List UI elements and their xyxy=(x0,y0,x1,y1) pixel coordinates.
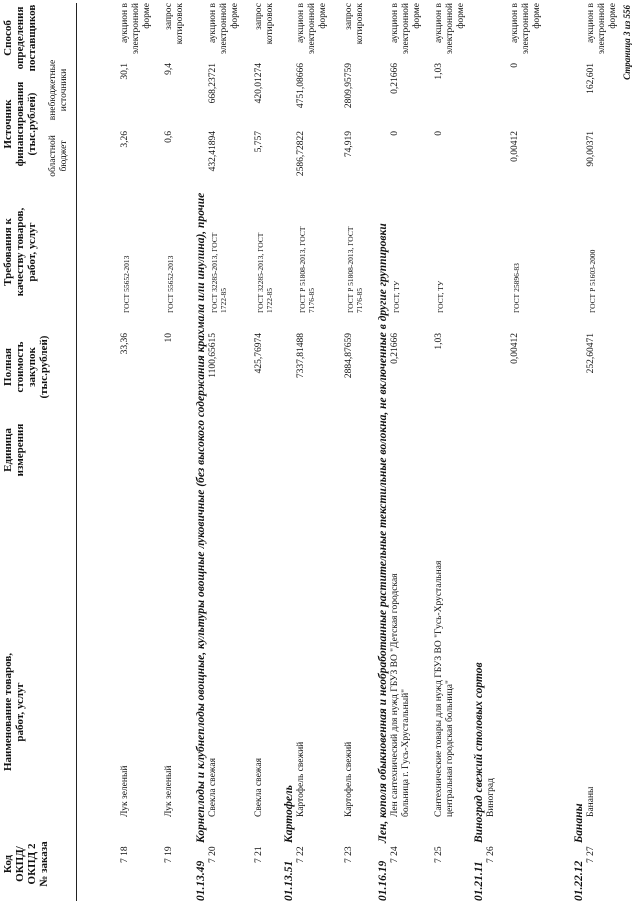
row-name: Картофель свежий xyxy=(344,741,354,817)
group-title: Лен, кополя обыкновенная и необработанные растительные текстильные волокна, не включенные в другие группировки xyxy=(377,223,389,843)
row-cost: 252,60471 xyxy=(586,333,596,374)
row-name: Лен сантехнический для нужд ГБУЗ ВО "Детская городская больница г. Гусь-Хрустальный" xyxy=(390,573,411,817)
header-code: Код ОКПД/ ОКПД 2 № заказа xyxy=(2,841,50,887)
row-name: Бананы xyxy=(586,786,596,817)
group-code: 01.16.19 xyxy=(377,860,389,901)
row-requirements: ГОСТ 55652-2013 xyxy=(166,255,175,313)
row-number: 7 22 xyxy=(296,846,306,863)
row-requirements: ГОСТ 25896-83 xyxy=(512,263,521,313)
header-financing: Источник финансирования (тыс.рублей) xyxy=(2,81,38,167)
row-fin-extra: 2809,95759 xyxy=(344,63,354,109)
row-number: 7 27 xyxy=(586,846,596,863)
row-number: 7 26 xyxy=(486,846,496,863)
row-number: 7 24 xyxy=(390,846,400,863)
row-fin-regional: 0 xyxy=(390,131,400,136)
row-name: Лук зеленый xyxy=(164,765,174,817)
row-method: аукцион в электронной форме xyxy=(586,3,618,55)
header-fin-extra: внебюджетные источники xyxy=(48,59,69,121)
row-fin-regional: 432,41894 xyxy=(208,131,218,172)
row-cost: 0,00412 xyxy=(510,333,520,364)
row-name: Картофель свежий xyxy=(296,741,306,817)
row-fin-regional: 0,6 xyxy=(164,131,174,143)
row-fin-regional: 3,26 xyxy=(120,131,130,148)
group-title: Корнеплоды и клубнеплоды овощные, культуры овощные луковичные (без высокого содержания крахмала или инулина), прочие xyxy=(195,192,207,843)
row-method: аукцион в электронной форме xyxy=(296,3,328,55)
header-method: Способ определения поставщиков xyxy=(2,4,38,72)
row-method: аукцион в электронной форме xyxy=(390,3,422,55)
group-title: Бананы xyxy=(573,803,585,843)
row-requirements: ГОСТ Р 51603-2000 xyxy=(588,249,597,313)
row-name: Виноград xyxy=(486,778,496,817)
row-fin-regional: 0 xyxy=(434,131,444,136)
row-method: аукцион в электронной форме xyxy=(208,3,240,55)
header-unit: Единица измерения xyxy=(2,423,26,477)
row-method: аукцион в электронной форме xyxy=(510,3,542,55)
row-requirements: ГОСТ, ТУ xyxy=(392,280,401,313)
row-fin-regional: 0,00412 xyxy=(510,131,520,162)
row-number: 7 21 xyxy=(254,846,264,863)
row-cost: 7337,81488 xyxy=(296,333,306,379)
row-method: аукцион в электронной форме xyxy=(120,3,152,55)
header-name: Наименование товаров, работ, услуг xyxy=(2,652,26,772)
row-number: 7 25 xyxy=(434,846,444,863)
row-fin-extra: 1,03 xyxy=(434,63,444,80)
row-number: 7 19 xyxy=(164,846,174,863)
row-method: запрос котировок xyxy=(164,3,185,45)
header-fin-regional: областной бюджет xyxy=(48,135,69,177)
group-code: 01.13.49 xyxy=(195,860,207,901)
row-fin-regional: 90,00371 xyxy=(586,131,596,167)
header-requirements: Требования к качеству товаров, работ, услуг xyxy=(2,207,38,297)
row-name: Свекла свежая xyxy=(208,758,218,817)
row-name: Свекла свежая xyxy=(254,758,264,817)
row-cost: 2884,87659 xyxy=(344,333,354,379)
group-code: 01.13.51 xyxy=(283,860,295,901)
row-name: Лук зеленый xyxy=(120,765,130,817)
row-name: Сантехнические товары для нужд ГБУЗ ВО "Гусь-Хрустальная центральная городская больница" xyxy=(434,560,455,817)
row-requirements: ГОСТ 55652-2013 xyxy=(122,255,131,313)
header-cost: Полная стоимость закупок (тыс.рублей) xyxy=(2,335,50,399)
row-cost: 33,36 xyxy=(120,333,130,355)
page-number: Страница 3 из 556 xyxy=(622,5,632,80)
row-fin-extra: 420,01274 xyxy=(254,63,264,104)
row-cost: 425,76974 xyxy=(254,333,264,374)
row-fin-extra: 0 xyxy=(510,63,520,68)
row-cost: 10 xyxy=(164,333,174,343)
row-fin-extra: 162,601 xyxy=(586,63,596,94)
row-method: аукцион в электронной форме xyxy=(434,3,466,55)
row-fin-extra: 30,1 xyxy=(120,63,130,80)
row-requirements: ГОСТ, ТУ xyxy=(436,280,445,313)
row-number: 7 20 xyxy=(208,846,218,863)
group-code: 01.21.11 xyxy=(473,861,485,901)
row-requirements: ГОСТ Р 51808-2013, ГОСТ 7176-85 xyxy=(346,226,364,313)
row-cost: 0,21666 xyxy=(390,333,400,364)
row-requirements: ГОСТ 32285-2013, ГОСТ 1722-85 xyxy=(256,232,274,313)
row-fin-regional: 74,919 xyxy=(344,131,354,158)
row-cost: 1,03 xyxy=(434,333,444,350)
header-divider xyxy=(76,3,77,901)
row-requirements: ГОСТ Р 51808-2013, ГОСТ 7176-85 xyxy=(298,226,316,313)
row-fin-extra: 9,4 xyxy=(164,63,174,75)
row-requirements: ГОСТ 32285-2013, ГОСТ 1722-85 xyxy=(210,232,228,313)
row-fin-regional: 5,757 xyxy=(254,131,264,153)
row-fin-extra: 668,23721 xyxy=(208,63,218,104)
row-fin-extra: 4751,08666 xyxy=(296,63,306,109)
group-code: 01.22.12 xyxy=(573,860,585,901)
row-number: 7 18 xyxy=(120,846,130,863)
row-cost: 1100,65615 xyxy=(208,333,218,378)
group-title: Картофель xyxy=(283,785,295,843)
group-title: Виноград свежий столовых сортов xyxy=(473,662,485,843)
row-method: запрос котировок xyxy=(254,3,275,45)
row-method: запрос котировок xyxy=(344,3,365,45)
row-number: 7 23 xyxy=(344,846,354,863)
row-fin-extra: 0,21666 xyxy=(390,63,400,94)
row-fin-regional: 2586,72822 xyxy=(296,131,306,177)
